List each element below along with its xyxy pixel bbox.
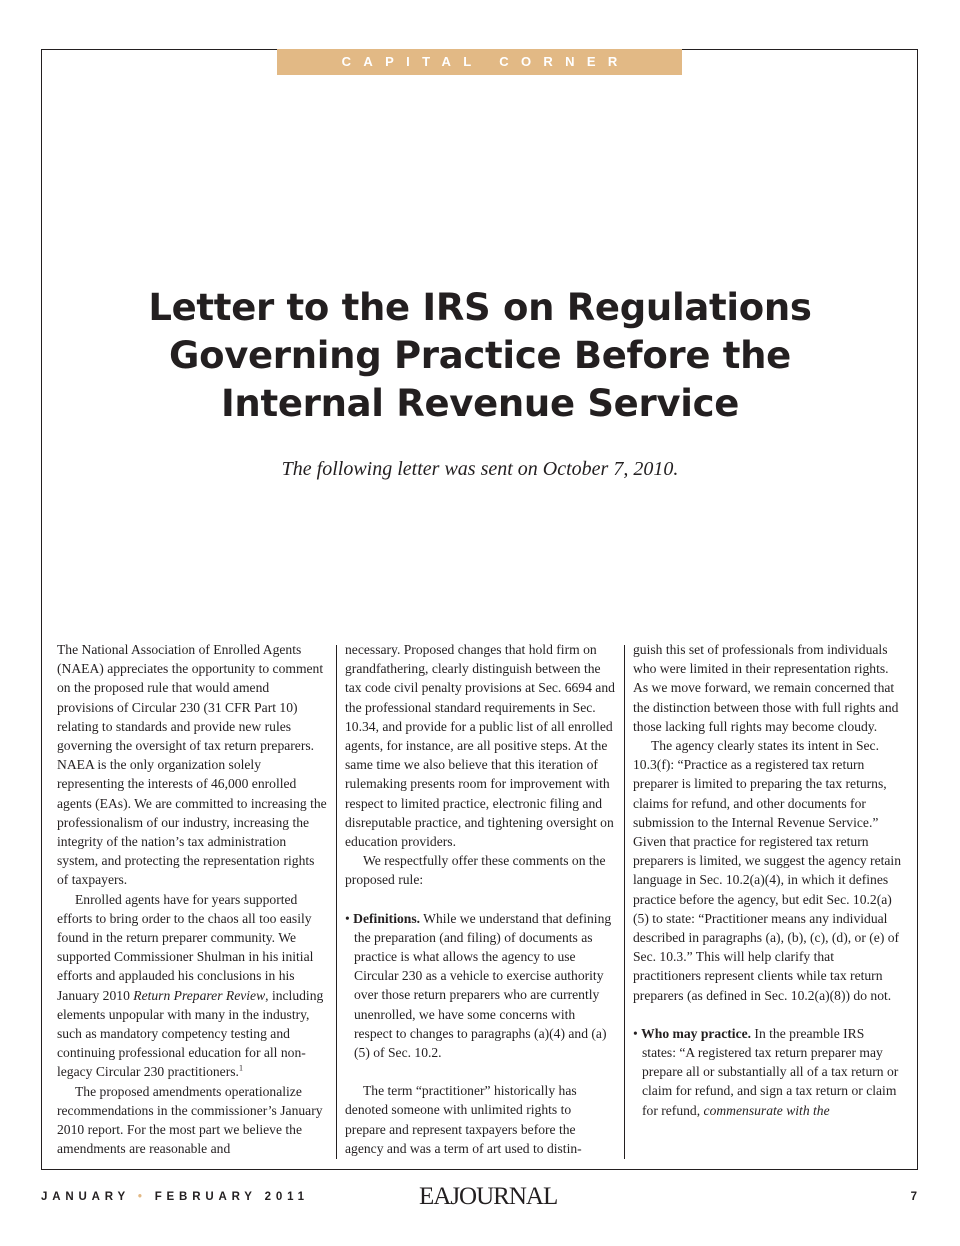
title-line: Governing Practice Before the <box>169 334 791 377</box>
issue-month-year: FEBRUARY 2011 <box>154 1191 309 1203</box>
column-divider <box>624 645 625 1159</box>
text-run: , including elements unpopular with many in the industry, such as mandatory competency testing and continuing professional education for all non-legacy Circular 230 practitioners. <box>57 987 324 1080</box>
text-run: Enrolled agents have for years supported efforts to bring order to the chaos all too easily found in the return preparer community. We supported Commissioner Shulman in his initial efforts and applauded his conclusions in his January 2010 <box>57 891 314 1003</box>
journal-logo: EAJOURNAL <box>419 1183 558 1210</box>
paragraph: We respectfully offer these comments on the proposed rule: <box>345 853 606 888</box>
column-3 <box>633 640 901 1120</box>
column-2 <box>345 640 615 1158</box>
paragraph: The term “practitioner” historically has denoted someone with unlimited rights to prepare and represent taxpayers before the agency and was a term of art used to distin- <box>345 1083 582 1156</box>
paragraph: The proposed amendments operationalize recommendations in the commissioner’s January 2010 report. For the most part we believe the amendments are reasonable and <box>57 1083 323 1157</box>
publication-title: Return Preparer Review <box>133 987 266 1003</box>
text-run: In the preamble IRS states: “A registered tax return preparer may prepare all or substantially all of a tax return or claim for refund, and sign a tax return or claim for refund, <box>642 1025 899 1118</box>
footnote-marker: 1 <box>238 1063 243 1073</box>
paragraph: guish this set of professionals from individuals who were limited in their representation rights. As we move forward, we remain concerned that the distinction between those with full rights and those lacking full rights may become cloudy. <box>633 642 899 734</box>
page-number: 7 <box>910 1191 917 1203</box>
text-run: While we understand that defining the preparation (and filing) of documents as practice is what allows the agency to use Circular 230 as a vehicle to exercise authority over those return preparers who are currently unenrolled, we have some concerns with respect to changes to paragraphs (a)(4) and (a)(5) of Sec. 10.2. <box>354 910 612 1061</box>
paragraph <box>57 890 327 1082</box>
paragraph: The agency clearly states its intent in Sec. 10.3(f): “Practice as a registered tax return preparer is limited to preparing the tax returns, claims for refund, and other documents for submission to the Internal Revenue Service.” Given that practice for registered tax return preparers is limited, we suggest the agency retain language in Sec. 10.2(a)(4), in which it defines practice before the agency, but edit Sec. 10.2(a)(5) to state: “Practitioner means any individual described in paragraphs (a), (b), (c), (d), or (e) of Sec. 10.3.” This will help clarify that practitioners represent clients while tax return preparers (as defined in Sec. 10.2(a)(8)) do not. <box>633 738 902 1003</box>
section-header: CAPITAL CORNER <box>277 49 682 75</box>
bullet-label: Who may practice. <box>641 1025 752 1041</box>
bullet-item: • Definitions. While we understand that defining the preparation (and filing) of documents as practice is what allows the agency to use Circular 230 as a vehicle to exercise authority over those return preparers who are currently unenrolled, we have some concerns with respect to changes to paragraphs (a)(4) and (a)(5) of Sec. 10.2. <box>345 910 612 1061</box>
paragraph: necessary. Proposed changes that hold firm on grandfathering, clearly distinguish between the tax code civil penalty provisions at Sec. 6694 and the professional standard requirements in Sec. 10.34, and provide for a public list of all enrolled agents, for instance, are all positive steps. At the same time we also believe that this iteration of rulemaking presents room for improvement with respect to limited practice, electronic filing and disreputable practice, and tightening oversight on education providers. <box>345 642 615 850</box>
bullet-label: Definitions. <box>353 910 421 926</box>
article-title <box>90 284 870 428</box>
bullet-item: • Who may practice. In the preamble IRS states: “A registered tax return preparer may prepare all or substantially all of a tax return or claim for refund, and sign a tax return or claim for refund, commensurate with the <box>633 1025 899 1118</box>
column-divider <box>336 645 337 1159</box>
title-line: Letter to the IRS on Regulations <box>148 286 812 329</box>
title-line: Internal Revenue Service <box>220 382 740 425</box>
article-subtitle: The following letter was sent on October 7, 2010. <box>281 458 679 480</box>
separator-dot: • <box>137 1191 147 1203</box>
emphasis-text: commensurate with the <box>703 1102 830 1118</box>
issue-month: JANUARY <box>41 1191 130 1203</box>
issue-date <box>41 1191 309 1203</box>
paragraph: The National Association of Enrolled Agents (NAEA) appreciates the opportunity to comment on the proposed rule that would amend provisions of Circular 230 (31 CFR Part 10) relating to standards and provide new rules governing the oversight of tax return preparers. NAEA is the only organization solely representing the interests of 46,000 enrolled agents (EAs). We are committed to increasing the professionalism of our industry, increasing the integrity of the nation’s tax administration system, and protecting the representation rights of taxpayers. <box>57 642 327 888</box>
column-1 <box>57 640 327 1158</box>
